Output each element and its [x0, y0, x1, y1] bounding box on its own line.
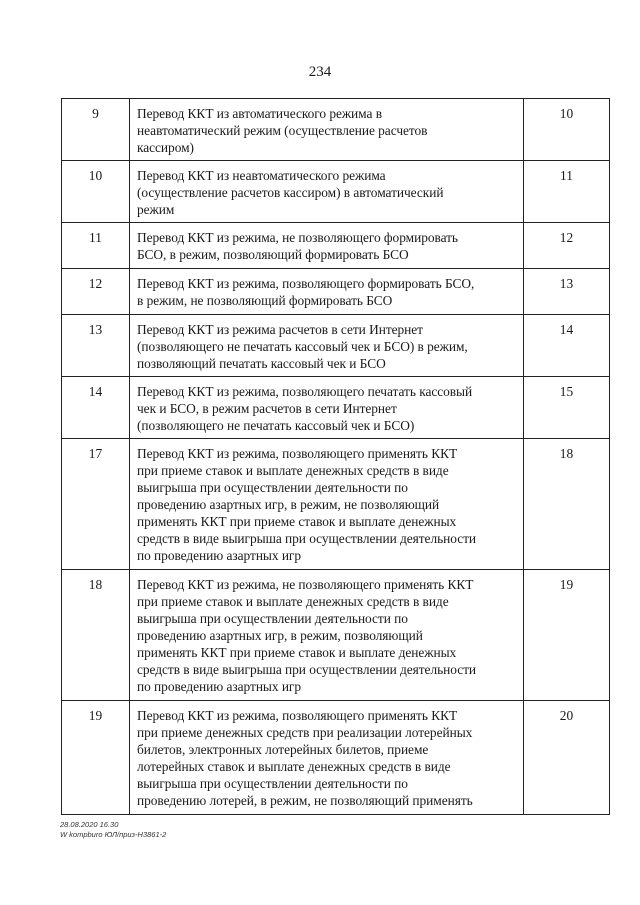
- row-reference: 18: [524, 439, 610, 570]
- description-line: выигрыша при осуществлении деятельности по: [137, 611, 408, 626]
- table-row: [62, 99, 610, 161]
- row-reference: 19: [524, 570, 610, 701]
- row-reference: 14: [524, 315, 610, 377]
- description-line: Перевод ККТ из неавтоматического режима: [137, 168, 386, 183]
- row-reference: 13: [524, 269, 610, 315]
- table-row: [62, 570, 610, 701]
- description-line: при приеме ставок и выплате денежных средств в виде: [137, 463, 449, 478]
- row-reference: 15: [524, 377, 610, 439]
- description-line: (осуществление расчетов кассиром) в автоматический: [137, 185, 444, 200]
- page-number: 234: [308, 64, 332, 80]
- description-line: Перевод ККТ из режима, позволяющего формировать БСО,: [137, 276, 475, 291]
- table-row: [62, 377, 610, 439]
- footer-file-reference: W kompburo ЮЛ/приз-Н3861-2: [60, 830, 167, 839]
- description-line: при приеме денежных средств при реализации лотерейных: [137, 725, 473, 740]
- row-description: [130, 377, 524, 439]
- description-line: Перевод ККТ из режима, позволяющего применять ККТ: [137, 708, 458, 723]
- description-line: режим: [137, 202, 175, 217]
- row-number: 10: [62, 161, 130, 223]
- description-line: выигрыша при осуществлении деятельности по: [137, 480, 408, 495]
- table-row: [62, 315, 610, 377]
- row-description: [130, 99, 524, 161]
- description-line: Перевод ККТ из режима, не позволяющего применять ККТ: [137, 577, 474, 592]
- description-line: кассиром): [137, 140, 194, 155]
- description-line: Перевод ККТ из режима, позволяющего применять ККТ: [137, 446, 458, 461]
- row-description: [130, 161, 524, 223]
- description-line: Перевод ККТ из режима, не позволяющего формировать: [137, 230, 458, 245]
- row-reference: 11: [524, 161, 610, 223]
- description-line: (позволяющего не печатать кассовый чек и БСО): [137, 418, 415, 433]
- description-line: проведению лотерей, в режим, не позволяющий применять: [137, 793, 473, 808]
- table-row: [62, 701, 610, 815]
- row-reference: 12: [524, 223, 610, 269]
- row-number: 9: [62, 99, 130, 161]
- table-row: [62, 223, 610, 269]
- description-line: в режим, не позволяющий формировать БСО: [137, 293, 393, 308]
- row-description: [130, 439, 524, 570]
- row-number: 13: [62, 315, 130, 377]
- table-row: [62, 439, 610, 570]
- row-description: [130, 701, 524, 815]
- row-number: 11: [62, 223, 130, 269]
- description-line: при приеме ставок и выплате денежных средств в виде: [137, 594, 449, 609]
- row-reference: 10: [524, 99, 610, 161]
- description-line: проведению азартных игр, в режим, позволяющий: [137, 628, 423, 643]
- table-body: [62, 99, 610, 815]
- row-number: 18: [62, 570, 130, 701]
- row-number: 17: [62, 439, 130, 570]
- description-line: лотерейных ставок и выплате денежных средств в виде: [137, 759, 451, 774]
- row-description: [130, 269, 524, 315]
- description-line: средств в виде выигрыша при осуществлении деятельности: [137, 662, 477, 677]
- table-row: [62, 269, 610, 315]
- description-line: выигрыша при осуществлении деятельности по: [137, 776, 408, 791]
- row-description: [130, 315, 524, 377]
- description-line: применять ККТ при приеме ставок и выплате денежных: [137, 645, 457, 660]
- row-number: 19: [62, 701, 130, 815]
- description-line: позволяющий печатать кассовый чек и БСО: [137, 356, 386, 371]
- description-line: Перевод ККТ из автоматического режима в: [137, 106, 382, 121]
- description-line: Перевод ККТ из режима, позволяющего печатать кассовый: [137, 384, 473, 399]
- description-line: Перевод ККТ из режима расчетов в сети Интернет: [137, 322, 423, 337]
- description-line: проведению азартных игр, в режим, не позволяющий: [137, 497, 440, 512]
- document-table: [61, 98, 610, 815]
- description-line: по проведению азартных игр: [137, 679, 302, 694]
- row-number: 14: [62, 377, 130, 439]
- row-number: 12: [62, 269, 130, 315]
- description-line: (позволяющего не печатать кассовый чек и БСО) в режим,: [137, 339, 468, 354]
- description-line: средств в виде выигрыша при осуществлении деятельности: [137, 531, 477, 546]
- row-reference: 20: [524, 701, 610, 815]
- description-line: неавтоматический режим (осуществление расчетов: [137, 123, 428, 138]
- row-description: [130, 223, 524, 269]
- table-row: [62, 161, 610, 223]
- description-line: билетов, электронных лотерейных билетов, приеме: [137, 742, 429, 757]
- description-line: по проведению азартных игр: [137, 548, 302, 563]
- description-line: БСО, в режим, позволяющий формировать БСО: [137, 247, 409, 262]
- footer-timestamp: 28.08.2020 16.30: [60, 820, 119, 829]
- description-line: чек и БСО, в режим расчетов в сети Интернет: [137, 401, 397, 416]
- row-description: [130, 570, 524, 701]
- footer-stamp: [60, 820, 166, 840]
- description-line: применять ККТ при приеме ставок и выплате денежных: [137, 514, 457, 529]
